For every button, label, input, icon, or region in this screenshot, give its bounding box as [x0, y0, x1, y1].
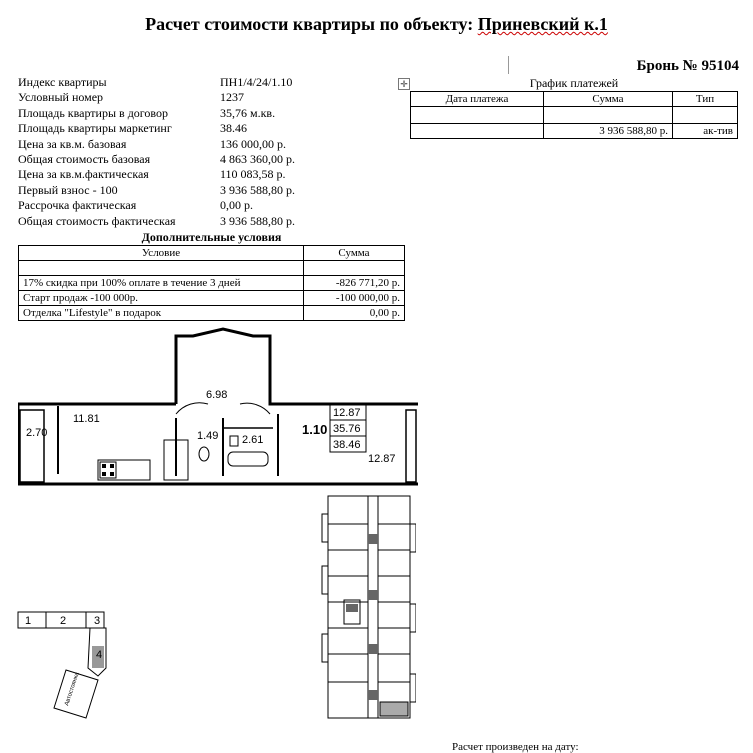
info-row	[18, 167, 295, 182]
badge-value: 35.76	[333, 423, 361, 435]
info-value: 3 936 588,80 р.	[220, 213, 295, 228]
room-living: 11.81	[73, 413, 100, 425]
condition-cell: Старт продаж -100 000р.	[19, 291, 304, 306]
info-label: Первый взнос - 100	[18, 182, 118, 197]
info-row	[18, 137, 295, 152]
info-value: 35,76 м.кв.	[220, 105, 276, 120]
table-row	[19, 261, 405, 276]
badge-value: 38.46	[333, 439, 361, 451]
table-row	[19, 276, 405, 291]
additional-caption: Дополнительные условия	[141, 230, 282, 244]
info-label: Цена за кв.м. базовая	[18, 136, 127, 151]
column-header: Тип	[673, 92, 738, 107]
info-value: 0,00 р.	[220, 198, 253, 213]
column-header: Дата платежа	[411, 92, 544, 107]
info-label: Общая стоимость фактическая	[18, 213, 176, 228]
info-row	[18, 90, 295, 105]
payments-caption: График платежей	[529, 76, 619, 90]
room-balcony: 2.70	[26, 427, 48, 439]
info-row	[18, 106, 295, 121]
sum-cell: 3 936 588,80 р.	[544, 124, 673, 139]
badge-number: 1.10	[302, 422, 328, 437]
calculation-date-label: Расчет произведен на дату:	[452, 741, 579, 753]
column-header: Сумма	[544, 92, 673, 107]
text-cursor	[508, 56, 509, 74]
empty-cell	[411, 107, 544, 124]
payments-table	[410, 91, 738, 139]
empty-cell	[544, 107, 673, 124]
floor-plan	[18, 326, 418, 486]
section-label: 2	[60, 615, 67, 627]
section-label: 1	[25, 615, 32, 627]
apartment-badge	[302, 404, 366, 452]
room-bath: 2.61	[242, 434, 264, 446]
street-label: Автостоянка	[64, 671, 81, 707]
info-value: 38.46	[220, 121, 247, 136]
info-label: Индекс квартиры	[18, 75, 107, 89]
table-move-handle[interactable]: ✛	[398, 78, 410, 90]
condition-cell: 17% скидка при 100% оплате в течение 3 дней	[19, 276, 304, 291]
info-value: 3 936 588,80 р.	[220, 182, 295, 197]
column-header: Условие	[19, 246, 304, 261]
table-row	[411, 107, 738, 124]
info-row	[18, 214, 295, 229]
amount-cell: -826 771,20 р.	[304, 276, 405, 291]
apartment-info	[18, 75, 295, 229]
info-row	[18, 75, 295, 90]
empty-cell	[673, 107, 738, 124]
page-title	[0, 14, 753, 35]
info-row	[18, 152, 295, 167]
info-label: Площадь квартиры в договор	[18, 105, 169, 120]
section-label: 4	[96, 649, 103, 661]
info-label: Площадь квартиры маркетинг	[18, 121, 172, 136]
table-row	[411, 124, 738, 139]
title-object: Приневский к.1	[477, 14, 608, 34]
info-value: 136 000,00 р.	[220, 136, 286, 151]
info-row	[18, 183, 295, 198]
info-label: Рассрочка фактическая	[18, 198, 137, 213]
table-row	[19, 306, 405, 321]
additional-table	[18, 245, 405, 321]
date-cell	[411, 124, 544, 139]
room-corridor: 6.98	[206, 389, 228, 401]
empty-cell	[19, 261, 304, 276]
section-floor-plan	[320, 494, 416, 722]
condition-cell: Отделка "Lifestyle" в подарок	[19, 306, 304, 321]
column-header: Сумма	[304, 246, 405, 261]
section-label: 3	[94, 615, 101, 627]
badge-value: 12.87	[333, 407, 361, 419]
site-plan	[16, 606, 116, 724]
room-kitchen-area: 12.87	[368, 453, 396, 465]
empty-cell	[304, 261, 405, 276]
info-value: ПН1/4/24/1.10	[220, 75, 293, 89]
info-label: Условный номер	[18, 90, 104, 105]
info-value: 4 863 360,00 р.	[220, 152, 295, 167]
info-label: Цена за кв.м.фактическая	[18, 167, 149, 182]
room-wc: 1.49	[197, 430, 219, 442]
amount-cell: -100 000,00 р.	[304, 291, 405, 306]
info-value: 1237	[220, 90, 244, 105]
info-row	[18, 121, 295, 136]
amount-cell: 0,00 р.	[304, 306, 405, 321]
booking-number: Бронь № 95104	[636, 58, 739, 74]
type-cell: ак-тив	[673, 124, 738, 139]
info-value: 110 083,58 р.	[220, 167, 286, 182]
info-label: Общая стоимость базовая	[18, 152, 151, 167]
title-prefix: Расчет стоимости квартиры по объекту:	[145, 14, 478, 34]
info-row	[18, 198, 295, 213]
current-apartment-highlight	[380, 702, 408, 716]
table-row	[19, 291, 405, 306]
stove-icon	[102, 464, 114, 476]
